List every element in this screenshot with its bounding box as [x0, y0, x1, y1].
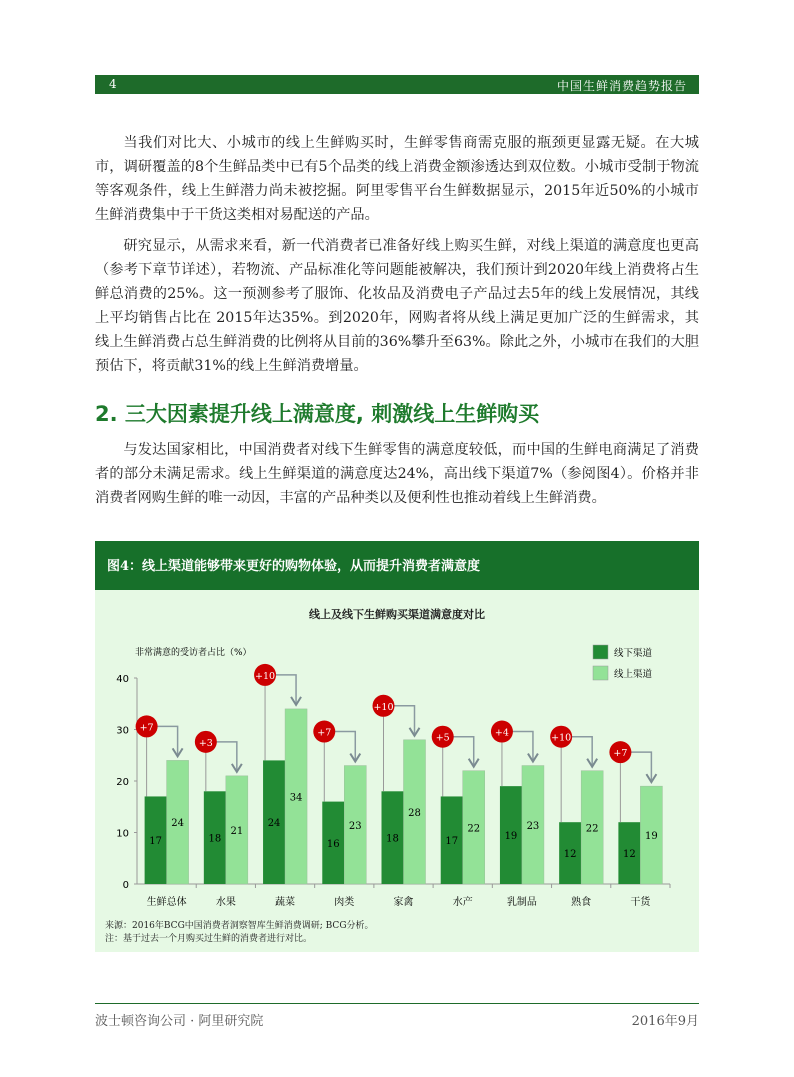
legend-label: 线下渠道: [614, 648, 653, 659]
figure-source: 来源：2016年BCG中国消费者洞察智库生鲜消费调研; BCG分析。: [105, 921, 374, 931]
x-tick-label: 蔬菜: [275, 897, 296, 908]
report-title: 中国生鲜消费趋势报告: [556, 79, 687, 93]
x-tick-label: 水果: [215, 897, 236, 908]
difference-label: +5: [435, 732, 450, 744]
bar-label-offline: 19: [504, 831, 518, 843]
difference-label: +7: [139, 722, 154, 734]
bar-label-online: 23: [526, 820, 540, 832]
bar-label-online: 34: [289, 792, 303, 804]
bar-label-offline: 17: [445, 836, 459, 848]
difference-label: +7: [317, 727, 332, 739]
bar-label-offline: 24: [267, 818, 281, 830]
bar-label-online: 28: [408, 807, 421, 819]
y-tick-label: 40: [116, 674, 129, 685]
x-tick-label: 生鲜总体: [146, 897, 187, 908]
bar-label-offline: 12: [623, 849, 636, 861]
difference-label: +10: [551, 732, 572, 744]
bar-label-offline: 18: [208, 833, 222, 845]
bar-label-online: 19: [645, 831, 658, 843]
bar-label-online: 23: [348, 820, 362, 832]
footer-right: 2016年9月: [631, 1014, 699, 1029]
legend-swatch: [593, 645, 608, 659]
bar-label-offline: 18: [386, 833, 399, 845]
x-tick-label: 水产: [452, 897, 473, 908]
x-tick-label: 干货: [630, 897, 651, 908]
difference-label: +7: [613, 748, 628, 760]
x-tick-label: 乳制品: [506, 897, 537, 908]
y-tick-label: 0: [122, 880, 129, 891]
section-heading: 2. 三大因素提升线上满意度, 刺激线上生鲜购买: [95, 402, 540, 426]
bar-chart: [95, 541, 699, 952]
y-tick-label: 10: [116, 828, 129, 840]
bar-label-online: 24: [171, 818, 184, 830]
paragraph-1: 当我们对比大、小城市的线上生鲜购买时，生鲜零售商需克服的瓶颈更显露无疑。在大城市，调研覆盖的8个生鲜品类中已有5个品类的线上消费金额渗透达到双位数。小城市受制于物流等客观条件，线上生鲜潜力尚未被挖掘。阿里零售平台生鲜数据显示，2015年近50%的小城市生鲜消费集中于干货这类相对易配送的产品。: [95, 135, 699, 223]
y-axis-label: 非常满意的受访者占比（%）: [135, 648, 252, 658]
bar-label-online: 22: [585, 823, 599, 835]
paragraph-2: 研究显示，从需求来看，新一代消费者已准备好线上购买生鲜，对线上渠道的满意度也更高（参考下章节详述），若物流、产品标准化等问题能被解决，我们预计到2020年线上消费将占生鲜总消费的25%。这一预测参考了服饰、化妆品及消费电子产品过去5年的线上发展情况，其线上平均销售占比在 2015年达35%。到2020年，网购者将从线上满足更加广泛的生鲜需求，其线上生鲜消费占总生鲜消费的比例将从目前的36%攀升至63%。除此之外，小城市在我们的大胆预估下，将贡献31%的线上生鲜消费增量。: [95, 238, 699, 374]
paragraph-3: 与发达国家相比，中国消费者对线下生鲜零售的满意度较低，而中国的生鲜电商满足了消费者的部分未满足需求。线上生鲜渠道的满意度达24%，高出线下渠道7%（参阅图4）。价格并非消费者网购生鲜的唯一动因，丰富的产品种类以及便利性也推动着线上生鲜消费。: [95, 442, 699, 506]
bar-label-offline: 12: [563, 849, 577, 861]
page-number: 4: [109, 77, 117, 91]
page-header: [95, 75, 699, 94]
figure-note: 注：基于过去一个月购买过生鲜的消费者进行对比。: [105, 934, 313, 944]
difference-label: +10: [255, 670, 276, 682]
x-tick-label: 熟食: [571, 897, 592, 908]
difference-label: +3: [198, 737, 213, 749]
difference-label: +4: [494, 727, 509, 739]
figure-caption: 图4：线上渠道能够带来更好的购物体验，从而提升消费者满意度: [95, 541, 699, 590]
difference-label: +10: [373, 701, 394, 713]
x-tick-label: 家禽: [393, 897, 414, 908]
legend-swatch: [593, 666, 608, 680]
bar-label-online: 21: [230, 825, 244, 837]
bar-label-online: 22: [467, 823, 481, 835]
y-tick-label: 20: [116, 777, 129, 788]
chart-title: 线上及线下生鲜购买渠道满意度对比: [309, 608, 485, 621]
legend-label: 线上渠道: [614, 669, 653, 680]
footer-left: 波士顿咨询公司 · 阿里研究院: [95, 1014, 264, 1029]
footer-divider: [95, 1003, 699, 1004]
figure-4: [95, 541, 699, 952]
y-tick-label: 30: [116, 725, 129, 737]
x-tick-label: 肉类: [334, 897, 355, 908]
bar-label-offline: 17: [149, 836, 162, 848]
bar-label-offline: 16: [326, 838, 340, 850]
